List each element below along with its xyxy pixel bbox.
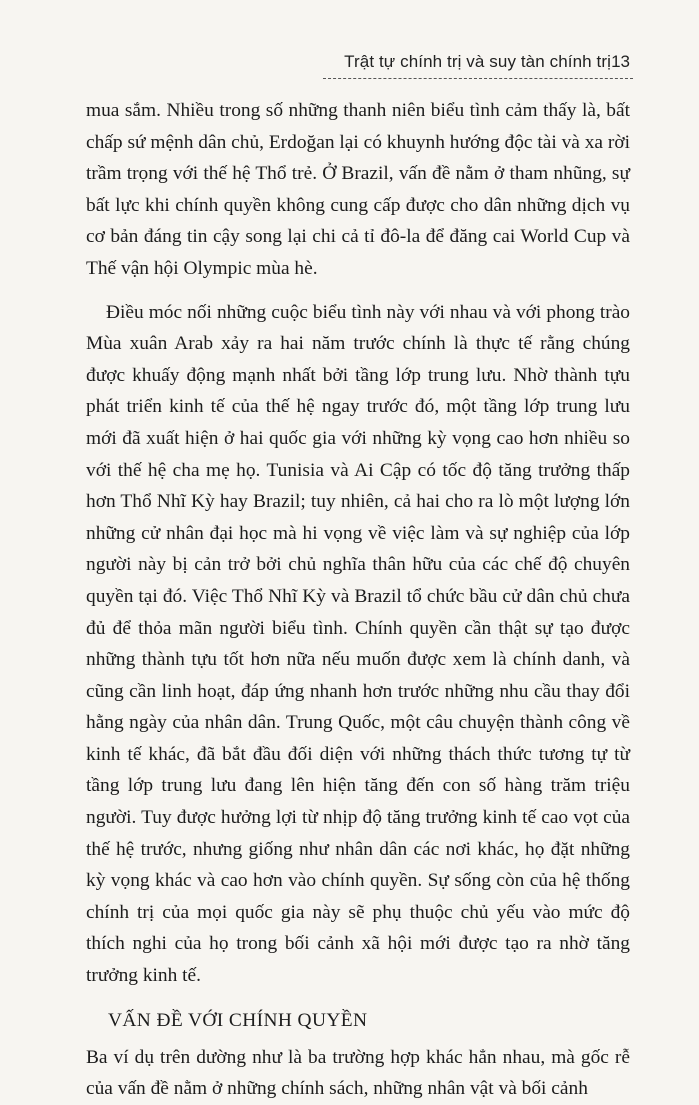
body-text (86, 95, 630, 1105)
paragraph-continuation: mua sắm. Nhiều trong số những thanh niên biểu tình cảm thấy là, bất chấp sứ mệnh dân chủ, Erdoğan lại có khuynh hướng độc tài và xa rời trầm trọng với thế hệ Thổ trẻ. Ở Brazil, vấn đề nằm ở tham nhũng, sự bất lực khi chính quyền không cung cấp được cho dân những dịch vụ cơ bản đáng tin cậy song lại chi cả tỉ đô-la để đăng cai World Cup và Thế vận hội Olympic mùa hè. (86, 100, 630, 279)
running-header-title: Trật tự chính trị và suy tàn chính trị (344, 52, 611, 71)
page-number: 13 (611, 52, 630, 71)
paragraph-middle-class: Điều móc nối những cuộc biểu tình này với nhau và với phong trào Mùa xuân Arab xảy ra hai năm trước chính là thực tế rằng chúng được khuấy động mạnh nhất bởi tầng lớp trung lưu. Nhờ thành tựu phát triển kinh tế của thế hệ ngay trước đó, một tầng lớp trung lưu mới đã xuất hiện ở hai quốc gia với những kỳ vọng cao hơn nhiều so với thế hệ cha mẹ họ. Tunisia và Ai Cập có tốc độ tăng trưởng thấp hơn Thổ Nhĩ Kỳ hay Brazil; tuy nhiên, cả hai cho ra lò một lượng lớn những cử nhân đại học mà hi vọng về việc làm và sự nghiệp của lớp người này bị cản trở bởi chủ nghĩa thân hữu của các chế độ chuyên quyền tại đó. Việc Thổ Nhĩ Kỳ và Brazil tổ chức bầu cử dân chủ chưa đủ để thỏa mãn người biểu tình. Chính quyền cần thật sự tạo được những thành tựu tốt hơn nữa nếu muốn được xem là chính danh, và cũng cần linh hoạt, đáp ứng nhanh hơn trước những nhu cầu thay đổi hằng ngày của nhân dân. Trung Quốc, một câu chuyện thành công về kinh tế khác, đã bắt đầu đối diện với những thách thức tương tự từ tầng lớp trung lưu đang lên hiện tăng đến con số hàng trăm triệu người. Tuy được hưởng lợi từ nhịp độ tăng trưởng kinh tế cao vọt của thế hệ trước, nhưng giống như nhân dân các nơi khác, họ đặt những kỳ vọng khác và cao hơn vào chính quyền. Sự sống còn của hệ thống chính trị của mọi quốc gia này sẽ phụ thuộc chủ yếu vào mức độ thích nghi của họ trong bối cảnh xã hội mới được tạo ra nhờ tăng trưởng kinh tế. (86, 301, 630, 987)
section-heading: VẤN ĐỀ VỚI CHÍNH QUYỀN (108, 1009, 368, 1031)
paragraph-section-start: Ba ví dụ trên dường như là ba trường hợp khác hẳn nhau, mà gốc rễ của vấn đề nằm ở những chính sách, những nhân vật và bối cảnh (86, 1046, 630, 1100)
header-dashed-rule (323, 78, 633, 79)
running-header (0, 52, 699, 82)
